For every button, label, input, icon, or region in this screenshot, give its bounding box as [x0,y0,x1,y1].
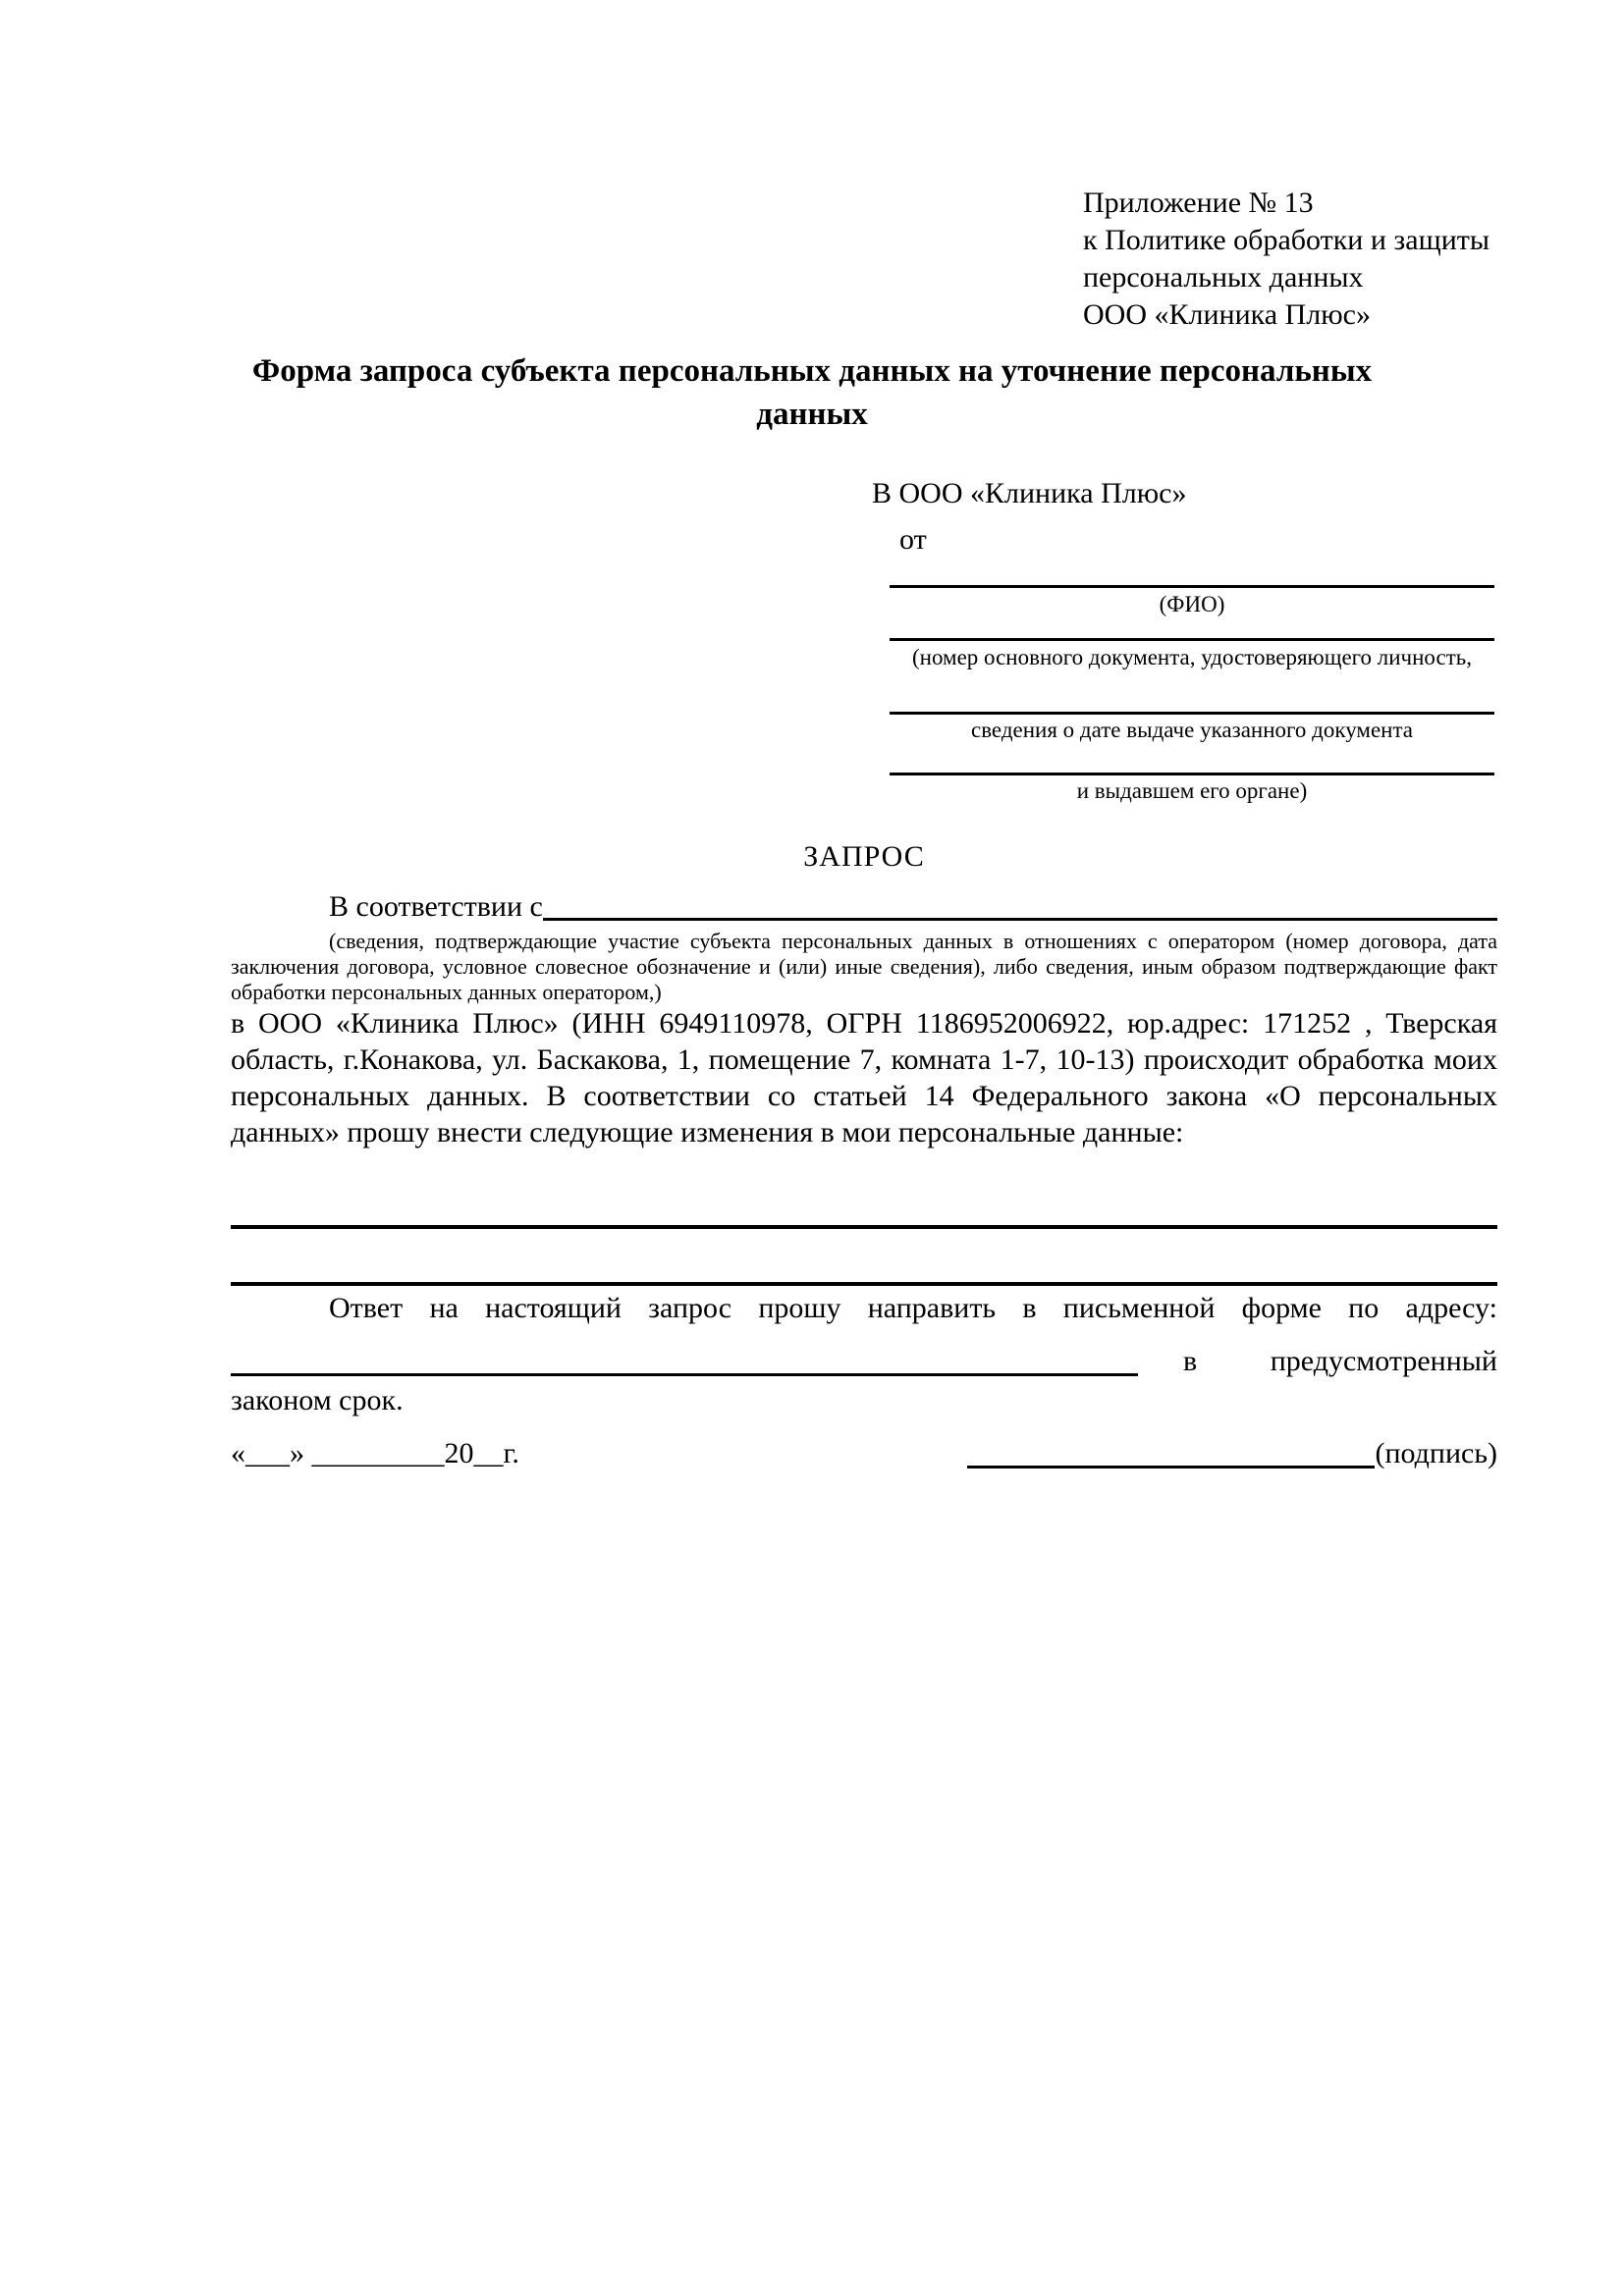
appendix-note-line: к Политике обработки и защиты [1083,224,1490,256]
reply-cont-word: в [1183,1345,1198,1377]
accordance-prefix: В соответствии с [329,890,543,923]
body-paragraph: в ООО «Клиника Плюс» (ИНН 6949110978, ОГРН 1186952006922, юр.адрес: 171252 , Тверская область, г.Конакова, ул. Баскакова, 1, помещение 7, комната 1-7, 10-13) происходит обработка моих персональных данных. В соответствии со статьей 14 Федерального закона «О персональных данных» прошу внести следующие изменения в мои персональные данные: [231,1007,1497,1148]
reply-cont-word: предусмотренный [1270,1345,1497,1377]
doc-issuer-blank-field[interactable] [890,773,1494,775]
appendix-note-line: персональных данных [1083,261,1364,294]
signature-row [231,1437,1497,1470]
doc-issuer-caption: и выдавшем его органе) [1076,778,1308,803]
reply-address-blank-field[interactable] [231,1373,1138,1376]
doc-number-caption: (номер основного документа, удостоверяющего личность, [911,645,1472,669]
appendix-note-line: ООО «Клиника Плюс» [1083,298,1371,331]
addressee-to: В ООО «Клиника Плюс» [872,477,1187,509]
appendix-note [1083,185,1489,334]
date-blank-field[interactable]: «___» _________20__г. [231,1437,519,1469]
reply-address-row [231,1338,1497,1384]
doc-date-blank-field[interactable] [890,712,1494,715]
doc-number-blank-field[interactable] [890,638,1494,641]
appendix-note-line: Приложение № 13 [1083,187,1314,219]
fio-blank-field[interactable] [890,585,1494,588]
fio-caption: (ФИО) [1159,592,1225,616]
accordance-blank-field[interactable] [543,918,1497,921]
request-heading: ЗАПРОС [803,840,925,873]
reply-paragraph [231,1292,1497,1430]
doc-date-caption: сведения о дате выдаче указанного документа [970,718,1414,742]
addressee-from-label: от [899,523,927,556]
reply-last-line: законом срок. [231,1384,404,1416]
signature-blank-field[interactable] [967,1466,1375,1468]
changes-blank-field-1[interactable] [231,1225,1497,1229]
document-title: Форма запроса субъекта персональных данных на уточнение персональных данных [251,353,1373,432]
signature-caption: (подпись) [1375,1437,1497,1469]
basis-note: (сведения, подтверждающие участие субъекта персональных данных в отношениях с оператором (номер договора, дата заключения договора, условное словесное обозначение и (или) иные сведения), либо сведения, иным образом подтверждающие факт обработки персональных данных оператором,) [231,929,1497,1004]
accordance-row [231,886,1497,928]
reply-first-line: Ответ на настоящий запрос прошу направить в письменной форме по адресу: [329,1292,1497,1324]
changes-blank-field-2[interactable] [231,1282,1497,1286]
signature-area [967,1437,1497,1470]
